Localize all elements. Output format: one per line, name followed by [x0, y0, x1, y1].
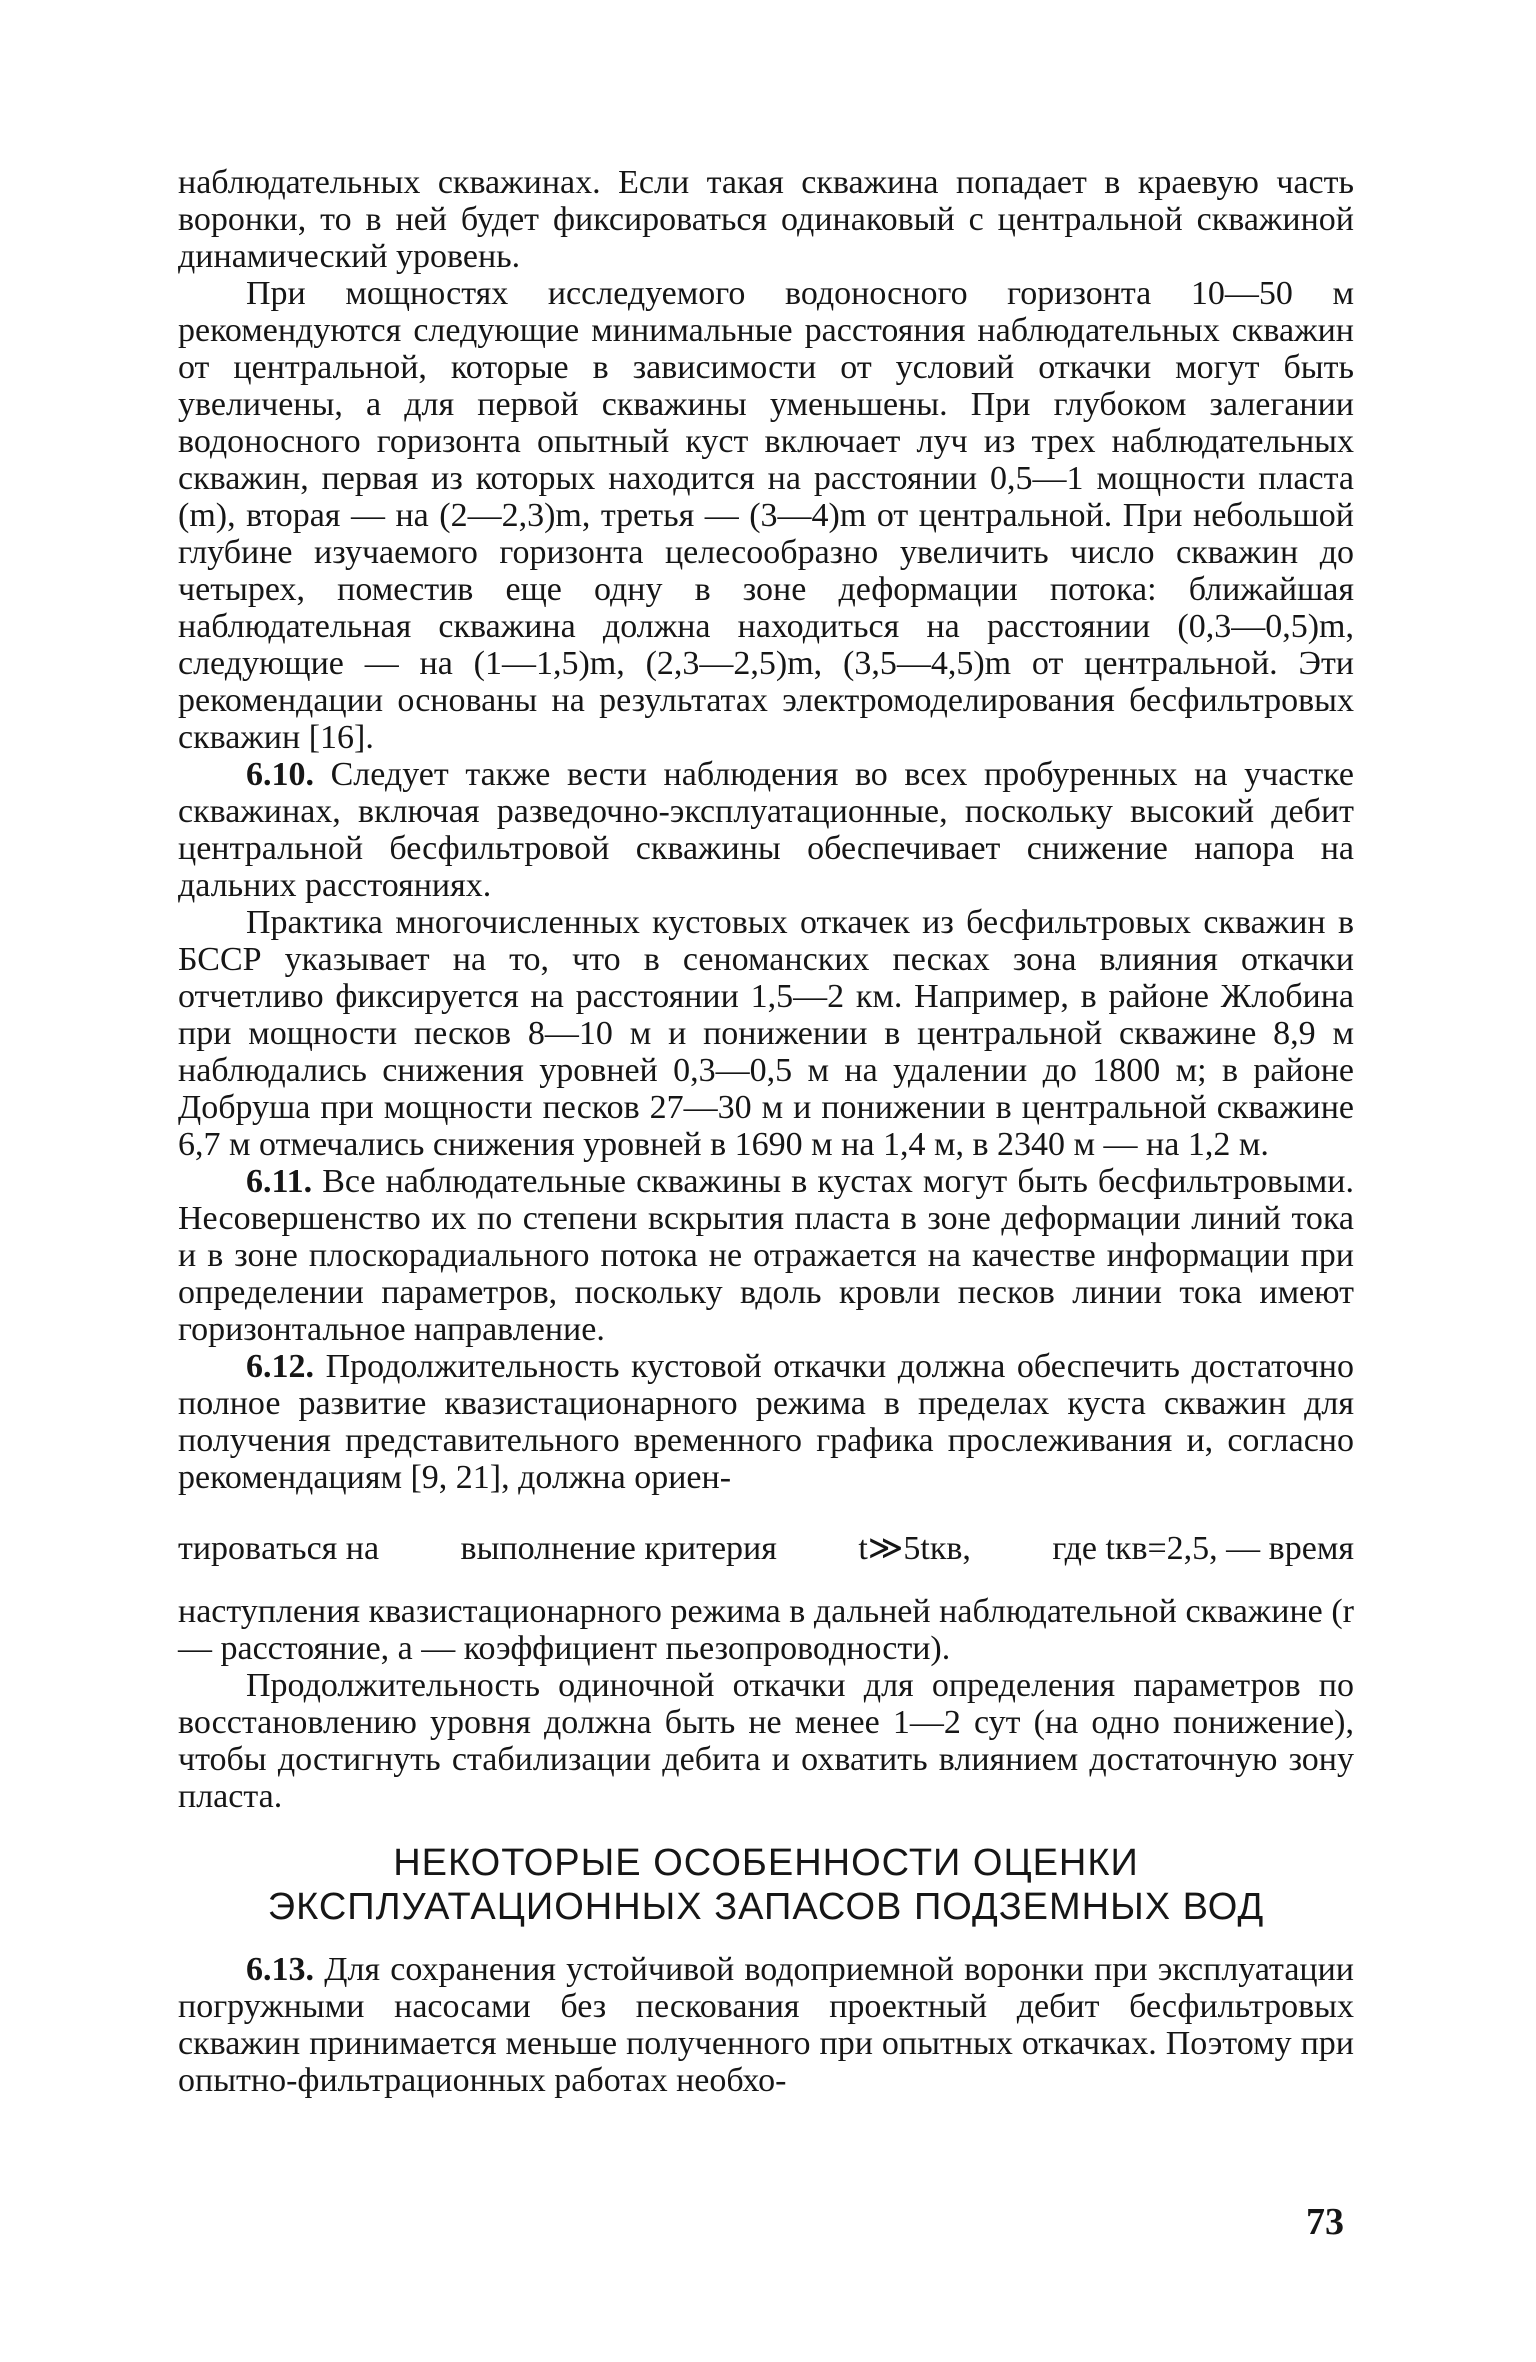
- page-number: 73: [1306, 2201, 1344, 2243]
- paragraph-6-12: [178, 1348, 1354, 1496]
- paragraph-6-13-text: Для сохранения устойчивой водоприемной воронки при эксплуатации погружными насосами без пескования проектный дебит бесфильтровых скважин принимается меньше полученного при опытных откачках. Поэтому при опытно-фильтрационных работах необхо-: [178, 1951, 1355, 2099]
- paragraph-6-10: [178, 756, 1354, 904]
- formula-criterion: t≫5tкв,: [858, 1530, 971, 1567]
- section-number-6-12: 6.12.: [246, 1348, 314, 1385]
- heading-line-2: ЭКСПЛУАТАЦИОННЫХ ЗАПАСОВ ПОДЗЕМНЫХ ВОД: [267, 1886, 1265, 1928]
- formula-line: [178, 1530, 1354, 1567]
- heading-line-1: НЕКОТОРЫЕ ОСОБЕННОСТИ ОЦЕНКИ: [393, 1842, 1139, 1884]
- section-number-6-13: 6.13.: [246, 1951, 314, 1988]
- paragraph-6-11-text: Все наблюдательные скважины в кустах могут быть бесфильтровыми. Несовершенство их по степени вскрытия пласта в зоне деформации линий тока и в зоне плоскорадиального потока не отражается на качестве информации при определении параметров, поскольку вдоль кровли песков линии тока имеют горизонтальное направление.: [178, 1163, 1355, 1348]
- paragraph-recommendations: При мощностях исследуемого водоносного горизонта 10—50 м рекомендуются следующие минимальные расстояния наблюдательных скважин от центральной, которые в зависимости от условий откачки могут быть увеличены, а для первой скважины уменьшены. При глубоком залегании водоносного горизонта опытный куст включает луч из трех наблюдательных скважин, первая из которых находится на расстоянии 0,5—1 мощности пласта (m), вторая — на (2—2,3)m, третья — (3—4)m от центральной. При небольшой глубине изучаемого горизонта целесообразно увеличить число скважин до четырех, поместив еще одну в зоне деформации потока: ближайшая наблюдательная скважина должна находиться на расстоянии (0,3—0,5)m, следующие — на (1—1,5)m, (2,3—2,5)m, (3,5—4,5)m от центральной. Эти рекомендации основаны на результатах электромоделирования бесфильтровых скважин [16].: [178, 275, 1354, 756]
- text-column: [178, 164, 1354, 2099]
- paragraph-6-13: [178, 1951, 1354, 2099]
- section-number-6-11: 6.11.: [246, 1163, 313, 1200]
- paragraph-continuation: наблюдательных скважинах. Если такая скважина попадает в краевую часть воронки, то в ней будет фиксироваться одинаковый с центральной скважиной динамический уровень.: [178, 164, 1354, 275]
- formula-part-1: тировaться на: [178, 1530, 380, 1567]
- paragraph-practice: Практика многочисленных кустовых откачек из бесфильтровых скважин в БССР указывает на то, что в сеноманских песках зона влияния откачки отчетливо фиксируется на расстоянии 1,5—2 км. Например, в районе Жлобина при мощности песков 8—10 м и понижении в центральной скважине 8,9 м наблюдались снижения уровней 0,3—0,5 м на удалении до 1800 м; в районе Добруша при мощности песков 27—30 м и понижении в центральной скважине 6,7 м отмечались снижения уровней в 1690 м на 1,4 м, в 2340 м — на 1,2 м.: [178, 904, 1354, 1163]
- paragraph-6-11: [178, 1163, 1354, 1348]
- paragraph-quasistationary: наступления квазистационарного режима в дальней наблюдательной скважине (r — расстояние, a — коэффициент пьезопроводности).: [178, 1593, 1354, 1667]
- section-number-6-10: 6.10.: [246, 756, 314, 793]
- formula-part-4: где tкв=2,5, — время: [1052, 1530, 1354, 1567]
- paragraph-single-pumping: Продолжительность одиночной откачки для определения параметров по восстановлению уровня должна быть не менее 1—2 сут (на одно понижение), чтобы достигнуть стабилизации дебита и охватить влиянием достаточную зону пласта.: [178, 1667, 1354, 1815]
- formula-part-2: выполнение критерия: [460, 1530, 777, 1567]
- section-heading: [178, 1841, 1354, 1929]
- paragraph-6-12-text: Продолжительность кустовой откачки должна обеспечить достаточно полное развитие квазистационарного режима в пределах куста скважин для получения представительного временного графика прослеживания и, согласно рекомендациям [9, 21], должна ориен-: [178, 1348, 1354, 1496]
- paragraph-6-10-text: Следует также вести наблюдения во всех пробуренных на участке скважинах, включая разведочно-эксплуатационные, поскольку высокий дебит центральной бесфильтровой скважины обеспечивает снижение напора на дальних расстояниях.: [178, 756, 1354, 904]
